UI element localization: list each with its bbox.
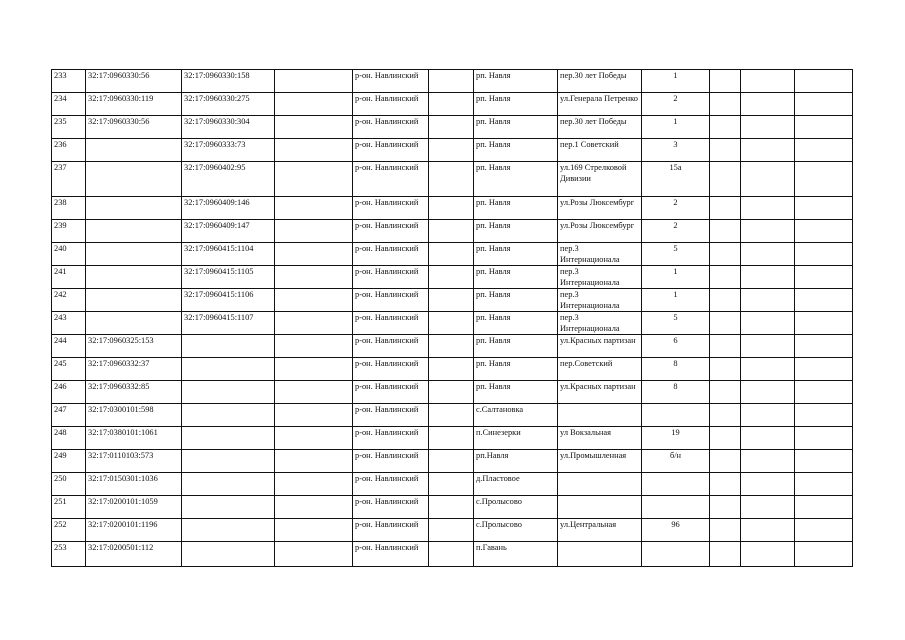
table-row (52, 450, 853, 473)
empty-cell (710, 450, 741, 473)
table-row (52, 312, 853, 335)
street-cell: пер.1 Советский (558, 139, 642, 162)
district-cell: р-он. Навлинский (353, 139, 429, 162)
settlement-cell: рп. Навля (474, 116, 558, 139)
row-number-cell: 243 (52, 312, 86, 335)
cadastral-number-cell (86, 243, 182, 266)
cadastral-number-cell: 32:17:0200501:112 (86, 542, 182, 567)
table-row (52, 473, 853, 496)
cadastral-number-cell: 32:17:0960332:85 (86, 381, 182, 404)
cadastral-number-cell: 32:17:0300101:598 (86, 404, 182, 427)
empty-cell (741, 404, 795, 427)
district-cell: р-он. Навлинский (353, 220, 429, 243)
cadastral-number-cell: 32:17:0200101:1059 (86, 496, 182, 519)
empty-cell (429, 542, 474, 567)
table-row (52, 381, 853, 404)
settlement-cell: рп. Навля (474, 220, 558, 243)
settlement-cell: рп. Навля (474, 162, 558, 197)
land-cadastral-number-cell (182, 450, 275, 473)
empty-cell (275, 162, 353, 197)
empty-cell (795, 162, 853, 197)
empty-cell (429, 70, 474, 93)
empty-cell (275, 450, 353, 473)
empty-cell (795, 496, 853, 519)
empty-cell (710, 358, 741, 381)
empty-cell (275, 220, 353, 243)
empty-cell (710, 404, 741, 427)
row-number-cell: 245 (52, 358, 86, 381)
cadastral-number-cell: 32:17:0200101:1196 (86, 519, 182, 542)
settlement-cell: рп. Навля (474, 381, 558, 404)
house-number-cell: 2 (642, 220, 710, 243)
empty-cell (741, 70, 795, 93)
empty-cell (429, 335, 474, 358)
empty-cell (429, 197, 474, 220)
land-cadastral-number-cell: 32:17:0960415:1107 (182, 312, 275, 335)
empty-cell (429, 243, 474, 266)
cadastral-number-cell: 32:17:0960332:37 (86, 358, 182, 381)
settlement-cell: рп. Навля (474, 266, 558, 289)
empty-cell (795, 473, 853, 496)
empty-cell (795, 519, 853, 542)
empty-cell (429, 162, 474, 197)
settlement-cell: рп. Навля (474, 289, 558, 312)
district-cell: р-он. Навлинский (353, 519, 429, 542)
table-row (52, 139, 853, 162)
row-number-cell: 244 (52, 335, 86, 358)
empty-cell (275, 93, 353, 116)
cadastral-number-cell (86, 312, 182, 335)
empty-cell (275, 312, 353, 335)
district-cell: р-он. Навлинский (353, 116, 429, 139)
table-row (52, 116, 853, 139)
empty-cell (429, 116, 474, 139)
table-row (52, 542, 853, 567)
street-cell: пер.3 Интернационала (558, 243, 642, 266)
empty-cell (710, 266, 741, 289)
land-cadastral-number-cell: 32:17:0960415:1106 (182, 289, 275, 312)
land-cadastral-number-cell: 32:17:0960415:1105 (182, 266, 275, 289)
empty-cell (795, 312, 853, 335)
empty-cell (275, 404, 353, 427)
house-number-cell (642, 542, 710, 567)
land-cadastral-number-cell (182, 381, 275, 404)
empty-cell (795, 289, 853, 312)
row-number-cell: 247 (52, 404, 86, 427)
settlement-cell: рп. Навля (474, 197, 558, 220)
district-cell: р-он. Навлинский (353, 289, 429, 312)
empty-cell (429, 358, 474, 381)
empty-cell (710, 197, 741, 220)
empty-cell (710, 116, 741, 139)
settlement-cell: рп. Навля (474, 335, 558, 358)
empty-cell (795, 335, 853, 358)
empty-cell (710, 243, 741, 266)
empty-cell (795, 116, 853, 139)
empty-cell (795, 139, 853, 162)
house-number-cell: 2 (642, 197, 710, 220)
empty-cell (795, 542, 853, 567)
street-cell: ул.Промышленная (558, 450, 642, 473)
land-cadastral-number-cell: 32:17:0960333:73 (182, 139, 275, 162)
empty-cell (741, 93, 795, 116)
empty-cell (741, 335, 795, 358)
empty-cell (741, 427, 795, 450)
cadastral-number-cell (86, 139, 182, 162)
land-cadastral-number-cell: 32:17:0960402:95 (182, 162, 275, 197)
empty-cell (275, 289, 353, 312)
cadastral-number-cell: 32:17:0380101:1061 (86, 427, 182, 450)
cadastral-number-cell (86, 220, 182, 243)
empty-cell (429, 139, 474, 162)
cadastral-number-cell (86, 266, 182, 289)
table-row (52, 427, 853, 450)
settlement-cell: рп. Навля (474, 70, 558, 93)
empty-cell (710, 70, 741, 93)
empty-cell (795, 381, 853, 404)
street-cell: пер.Советский (558, 358, 642, 381)
empty-cell (741, 289, 795, 312)
empty-cell (275, 243, 353, 266)
house-number-cell: б/н (642, 450, 710, 473)
street-cell: ул.Генерала Петренко (558, 93, 642, 116)
empty-cell (710, 427, 741, 450)
empty-cell (275, 358, 353, 381)
land-cadastral-number-cell (182, 358, 275, 381)
house-number-cell: 96 (642, 519, 710, 542)
row-number-cell: 235 (52, 116, 86, 139)
empty-cell (275, 139, 353, 162)
street-cell (558, 473, 642, 496)
table-row (52, 404, 853, 427)
district-cell: р-он. Навлинский (353, 162, 429, 197)
house-number-cell: 5 (642, 312, 710, 335)
table-row (52, 496, 853, 519)
table-row (52, 289, 853, 312)
empty-cell (795, 93, 853, 116)
row-number-cell: 240 (52, 243, 86, 266)
empty-cell (741, 197, 795, 220)
empty-cell (710, 162, 741, 197)
empty-cell (429, 404, 474, 427)
empty-cell (795, 243, 853, 266)
house-number-cell (642, 473, 710, 496)
empty-cell (710, 381, 741, 404)
empty-cell (275, 519, 353, 542)
empty-cell (741, 162, 795, 197)
empty-cell (741, 542, 795, 567)
row-number-cell: 252 (52, 519, 86, 542)
street-cell (558, 404, 642, 427)
district-cell: р-он. Навлинский (353, 496, 429, 519)
empty-cell (275, 381, 353, 404)
district-cell: р-он. Навлинский (353, 266, 429, 289)
table-body (52, 70, 853, 567)
table-row (52, 197, 853, 220)
empty-cell (741, 381, 795, 404)
row-number-cell: 249 (52, 450, 86, 473)
district-cell: р-он. Навлинский (353, 542, 429, 567)
row-number-cell: 237 (52, 162, 86, 197)
district-cell: р-он. Навлинский (353, 381, 429, 404)
row-number-cell: 253 (52, 542, 86, 567)
empty-cell (429, 519, 474, 542)
street-cell: пер.3 Интернационала (558, 266, 642, 289)
empty-cell (429, 220, 474, 243)
house-number-cell: 1 (642, 70, 710, 93)
house-number-cell: 8 (642, 358, 710, 381)
row-number-cell: 241 (52, 266, 86, 289)
table-row (52, 162, 853, 197)
empty-cell (741, 358, 795, 381)
settlement-cell: рп.Навля (474, 450, 558, 473)
cadastral-number-cell: 32:17:0110103:573 (86, 450, 182, 473)
land-cadastral-number-cell: 32:17:0960330:275 (182, 93, 275, 116)
empty-cell (710, 473, 741, 496)
street-cell (558, 496, 642, 519)
house-number-cell: 1 (642, 289, 710, 312)
table-row (52, 266, 853, 289)
land-cadastral-number-cell (182, 427, 275, 450)
settlement-cell: п.Синезерки (474, 427, 558, 450)
row-number-cell: 251 (52, 496, 86, 519)
house-number-cell (642, 496, 710, 519)
settlement-cell: рп. Навля (474, 93, 558, 116)
empty-cell (741, 473, 795, 496)
empty-cell (795, 70, 853, 93)
street-cell (558, 542, 642, 567)
district-cell: р-он. Навлинский (353, 243, 429, 266)
empty-cell (275, 266, 353, 289)
street-cell: ул.169 Стрелковой Дивизии (558, 162, 642, 197)
cadastral-number-cell (86, 289, 182, 312)
table-row (52, 93, 853, 116)
land-cadastral-number-cell (182, 542, 275, 567)
street-cell: ул.Центральная (558, 519, 642, 542)
empty-cell (710, 139, 741, 162)
property-register-table (51, 69, 853, 567)
district-cell: р-он. Навлинский (353, 197, 429, 220)
street-cell: пер.3 Интернационала (558, 312, 642, 335)
street-cell: пер.30 лет Победы (558, 116, 642, 139)
land-cadastral-number-cell (182, 519, 275, 542)
district-cell: р-он. Навлинский (353, 404, 429, 427)
empty-cell (741, 266, 795, 289)
street-cell: пер.3 Интернационала (558, 289, 642, 312)
land-cadastral-number-cell: 32:17:0960330:304 (182, 116, 275, 139)
cadastral-number-cell (86, 197, 182, 220)
district-cell: р-он. Навлинский (353, 450, 429, 473)
district-cell: р-он. Навлинский (353, 335, 429, 358)
row-number-cell: 246 (52, 381, 86, 404)
settlement-cell: с.Салтановка (474, 404, 558, 427)
empty-cell (710, 519, 741, 542)
house-number-cell: 5 (642, 243, 710, 266)
empty-cell (741, 450, 795, 473)
settlement-cell: рп. Навля (474, 312, 558, 335)
table-row (52, 519, 853, 542)
row-number-cell: 248 (52, 427, 86, 450)
empty-cell (275, 70, 353, 93)
house-number-cell: 2 (642, 93, 710, 116)
empty-cell (429, 427, 474, 450)
table-row (52, 243, 853, 266)
empty-cell (275, 496, 353, 519)
empty-cell (741, 312, 795, 335)
empty-cell (429, 450, 474, 473)
district-cell: р-он. Навлинский (353, 427, 429, 450)
empty-cell (275, 335, 353, 358)
settlement-cell: рп. Навля (474, 358, 558, 381)
land-cadastral-number-cell (182, 473, 275, 496)
empty-cell (741, 139, 795, 162)
settlement-cell: рп. Навля (474, 139, 558, 162)
cadastral-number-cell: 32:17:0960330:56 (86, 70, 182, 93)
street-cell: ул.Розы Люксембург (558, 197, 642, 220)
district-cell: р-он. Навлинский (353, 473, 429, 496)
empty-cell (710, 496, 741, 519)
empty-cell (795, 450, 853, 473)
settlement-cell: п.Гавань (474, 542, 558, 567)
empty-cell (429, 312, 474, 335)
row-number-cell: 239 (52, 220, 86, 243)
land-cadastral-number-cell (182, 404, 275, 427)
empty-cell (741, 116, 795, 139)
empty-cell (275, 542, 353, 567)
row-number-cell: 238 (52, 197, 86, 220)
empty-cell (795, 404, 853, 427)
land-cadastral-number-cell: 32:17:0960330:158 (182, 70, 275, 93)
street-cell: ул Вокзальная (558, 427, 642, 450)
house-number-cell: 1 (642, 266, 710, 289)
row-number-cell: 233 (52, 70, 86, 93)
empty-cell (741, 243, 795, 266)
empty-cell (429, 381, 474, 404)
table-row (52, 220, 853, 243)
empty-cell (795, 427, 853, 450)
empty-cell (429, 496, 474, 519)
empty-cell (710, 542, 741, 567)
table-row (52, 335, 853, 358)
land-cadastral-number-cell: 32:17:0960415:1104 (182, 243, 275, 266)
empty-cell (275, 116, 353, 139)
district-cell: р-он. Навлинский (353, 358, 429, 381)
house-number-cell: 1 (642, 116, 710, 139)
empty-cell (795, 266, 853, 289)
street-cell: ул.Красных партизан (558, 335, 642, 358)
settlement-cell: рп. Навля (474, 243, 558, 266)
cadastral-number-cell: 32:17:0150301:1036 (86, 473, 182, 496)
empty-cell (741, 519, 795, 542)
house-number-cell: 6 (642, 335, 710, 358)
district-cell: р-он. Навлинский (353, 312, 429, 335)
table-row (52, 358, 853, 381)
land-cadastral-number-cell (182, 335, 275, 358)
empty-cell (795, 197, 853, 220)
house-number-cell: 19 (642, 427, 710, 450)
empty-cell (429, 93, 474, 116)
empty-cell (710, 335, 741, 358)
cadastral-number-cell: 32:17:0960330:119 (86, 93, 182, 116)
empty-cell (275, 427, 353, 450)
street-cell: пер.30 лет Победы (558, 70, 642, 93)
settlement-cell: д.Пластовое (474, 473, 558, 496)
empty-cell (429, 473, 474, 496)
land-cadastral-number-cell: 32:17:0960409:147 (182, 220, 275, 243)
empty-cell (275, 473, 353, 496)
house-number-cell: 3 (642, 139, 710, 162)
empty-cell (429, 266, 474, 289)
settlement-cell: с.Пролысово (474, 519, 558, 542)
empty-cell (741, 496, 795, 519)
empty-cell (429, 289, 474, 312)
land-cadastral-number-cell: 32:17:0960409:146 (182, 197, 275, 220)
house-number-cell: 8 (642, 381, 710, 404)
table-row (52, 70, 853, 93)
empty-cell (710, 220, 741, 243)
cadastral-number-cell (86, 162, 182, 197)
house-number-cell (642, 404, 710, 427)
street-cell: ул.Красных партизан (558, 381, 642, 404)
empty-cell (710, 289, 741, 312)
empty-cell (795, 358, 853, 381)
district-cell: р-он. Навлинский (353, 93, 429, 116)
empty-cell (275, 197, 353, 220)
empty-cell (710, 93, 741, 116)
house-number-cell: 15а (642, 162, 710, 197)
row-number-cell: 234 (52, 93, 86, 116)
row-number-cell: 242 (52, 289, 86, 312)
cadastral-number-cell: 32:17:0960325:153 (86, 335, 182, 358)
empty-cell (710, 312, 741, 335)
land-cadastral-number-cell (182, 496, 275, 519)
row-number-cell: 250 (52, 473, 86, 496)
empty-cell (795, 220, 853, 243)
cadastral-number-cell: 32:17:0960330:56 (86, 116, 182, 139)
empty-cell (741, 220, 795, 243)
street-cell: ул.Розы Люксембург (558, 220, 642, 243)
district-cell: р-он. Навлинский (353, 70, 429, 93)
settlement-cell: с.Пролысово (474, 496, 558, 519)
row-number-cell: 236 (52, 139, 86, 162)
